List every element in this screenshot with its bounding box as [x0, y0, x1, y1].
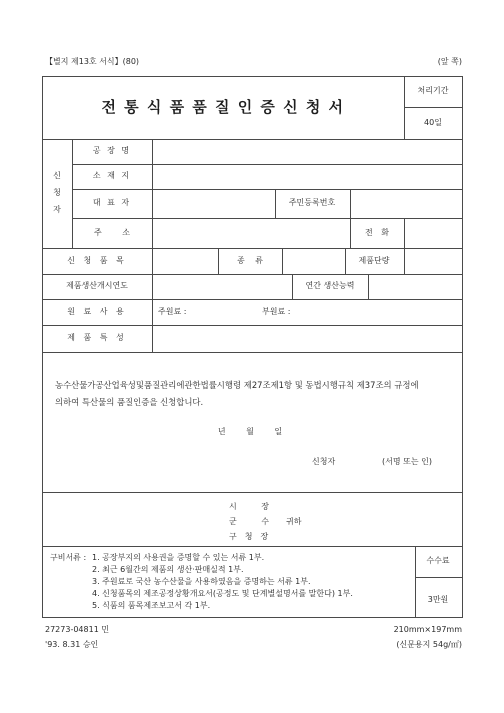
processing-period-label: 처리기간: [417, 86, 449, 95]
applicant-group-label: 신: [53, 171, 61, 180]
unit-field[interactable]: [405, 249, 462, 274]
product-item-label: 신 청 품 목: [67, 256, 127, 265]
main-material-field[interactable]: [195, 300, 260, 325]
materials-label: 원 료 사 용: [67, 307, 127, 316]
addressee-district-head: 구 청 장: [229, 532, 269, 541]
attachment-item: 5. 식품의 품목제조보고서 각 1부.: [92, 601, 211, 610]
capacity-label: 연간 생산능력: [305, 281, 355, 290]
column-divider: [345, 248, 346, 274]
row-divider: [42, 546, 463, 547]
column-divider: [415, 546, 416, 617]
attachment-item: 2. 최근 6월간의 제품의 생산·판매실적 1부.: [92, 565, 244, 574]
capacity-field[interactable]: [369, 275, 462, 299]
kind-label: 종 류: [237, 256, 263, 265]
application-date: 년 월 일: [217, 427, 283, 436]
start-year-field[interactable]: [153, 275, 292, 299]
main-material-label: 주원료 :: [158, 307, 187, 316]
row-divider: [42, 352, 463, 353]
factory-name-field[interactable]: [153, 140, 462, 164]
approval-date: '93. 8.31 승인: [45, 640, 99, 649]
paper-size: 210mm×197mm: [393, 625, 462, 634]
declaration-line-1: 농수산물가공산업육성및품질관리에관한법률시행령 제27조제1항 및 동법시행규칙 제37조의 규정에: [55, 380, 419, 390]
phone-label: 전 화: [365, 228, 389, 237]
addressee-county-head: 군 수: [229, 517, 269, 526]
applicant-group-label: 청: [53, 188, 61, 197]
kind-field[interactable]: [283, 249, 345, 274]
product-item-field[interactable]: [153, 249, 218, 274]
addressee-mayor: 시 장: [229, 502, 269, 511]
address-field[interactable]: [153, 219, 350, 248]
addressee-suffix: 귀하: [286, 517, 302, 526]
sub-material-label: 부원료 :: [262, 307, 291, 316]
location-label: 소 재 지: [92, 171, 132, 180]
start-year-label: 제품생산개시연도: [66, 281, 128, 290]
resident-number-field[interactable]: [351, 190, 462, 218]
fee-value: 3만원: [427, 595, 449, 604]
attachment-item: 1. 공장부지의 사용권을 증명할 수 있는 서류 1부.: [92, 553, 265, 562]
attachments-label: 구비서류 :: [50, 553, 87, 562]
unit-label: 제품단량: [358, 256, 390, 265]
fee-label: 수수료: [426, 556, 450, 565]
representative-label: 대 표 자: [92, 198, 132, 207]
address-label: 주 소: [94, 228, 130, 237]
paper-type: (신문용지 54g/㎡): [396, 640, 462, 649]
column-divider: [275, 189, 276, 218]
applicant-signature-label: 신청자: [312, 457, 336, 466]
representative-field[interactable]: [153, 190, 275, 218]
sub-material-field[interactable]: [300, 300, 460, 325]
form-title: 전 통 식 품 품 질 인 증 신 청 서: [101, 98, 345, 116]
form-number: 【별지 제13호 서식】(80): [45, 57, 140, 66]
applicant-group-label: 자: [53, 205, 61, 214]
resident-number-label: 주민등록번호: [288, 198, 336, 207]
fee-divider: [415, 577, 463, 578]
phone-field[interactable]: [405, 219, 462, 248]
form-code: 27273-04811 민: [45, 625, 110, 634]
processing-period-value: 40일: [424, 118, 442, 127]
column-divider: [218, 248, 219, 274]
product-features-label: 제 품 특 성: [67, 333, 127, 342]
declaration-line-2: 의하여 특산물의 품질인증을 신청합니다.: [55, 397, 204, 407]
row-divider: [42, 492, 463, 493]
page-side-label: (앞 쪽): [437, 57, 462, 66]
column-divider: [292, 274, 293, 299]
row-divider: [42, 248, 463, 249]
product-features-field[interactable]: [153, 326, 462, 352]
column-divider: [72, 139, 73, 248]
signature-field[interactable]: [345, 455, 380, 470]
attachment-item: 4. 신청품목의 제조공정상황개요서(공정도 및 단계별설명서를 말한다) 1부.: [92, 589, 353, 598]
attachment-item: 3. 주원료로 국산 농수산물을 사용하였음을 증명하는 서류 1부.: [92, 577, 311, 586]
signature-note: (서명 또는 인): [382, 457, 432, 466]
location-field[interactable]: [153, 165, 462, 189]
processing-divider: [404, 107, 463, 108]
factory-name-label: 공 장 명: [92, 146, 132, 155]
column-divider: [404, 76, 405, 139]
